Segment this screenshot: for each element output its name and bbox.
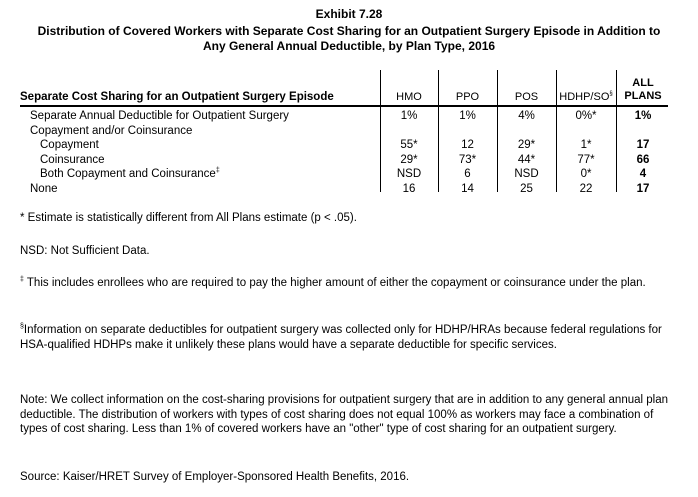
column-header-ppo: PPO [455,91,480,103]
cell-all: 17 [636,139,650,152]
row-label-text: Both Copayment and Coinsurance [40,168,216,181]
row-label-text: Copayment [40,139,99,152]
title-line-1: Distribution of Covered Workers with Separate Cost Sharing for an Outpatient Surgery Episode in Addition to [37,24,661,38]
cell-all: 17 [636,182,650,195]
column-header-all-plans [616,77,670,103]
hdhp-label: HDHP/SO [559,91,610,103]
cell-pos: 29* [517,139,536,152]
note-methodology: Note: We collect information on the cost-sharing provisions for outpatient surgery that are in addition to any general annual plan deductible. The distribution of workers with types of cost sharing does not equal 100% as workers may face a combination of types of cost sharing. Less than 1% of covered workers have an "other" type of cost sharing for an outpatient surgery. [20,394,668,435]
exhibit-title [14,24,684,54]
title-line-2: Any General Annual Deductible, by Plan Type, 2016 [202,39,496,53]
cell-all: 4 [639,168,647,181]
column-header-pos: POS [514,91,539,103]
cell-all: 66 [636,153,650,166]
table-row [20,153,668,168]
section-footnote-mark: § [609,91,613,97]
cell-hmo: 55* [400,139,418,152]
cell-pos: 44* [517,153,536,166]
all-plans-line-1: ALL [632,77,654,89]
cost-sharing-table [20,70,668,197]
cell-hdhp: 77* [577,153,595,166]
row-label-text: Separate Annual Deductible for Outpatient Surgery [30,110,289,122]
row-label [40,138,99,153]
cell-all: 1% [634,110,652,122]
exhibit-number: Exhibit 7.28 [315,7,383,21]
cell-hdhp: 22 [579,182,593,195]
row-label [30,124,192,139]
section-text: Information on separate deductibles for outpatient surgery was collected only for HDHP/HRAs because federal regulations for HSA-qualified HDHPs make it unlikely these plans would have a separate deductible for specific services. [20,324,662,351]
column-header-hdhp [556,91,616,103]
note-section [20,323,670,352]
source-line: Source: Kaiser/HRET Survey of Employer-Sponsored Health Benefits, 2016. [20,471,410,483]
cell-hmo: 1% [400,110,418,122]
note-double-dagger [20,276,670,291]
table-row [20,138,668,153]
cell-pos: 4% [518,110,535,122]
cell-ppo: 73* [458,153,477,166]
row-label-text: Coinsurance [40,153,105,166]
section-mark: § [20,323,24,330]
row-header: Separate Cost Sharing for an Outpatient Surgery Episode [20,91,334,103]
cell-hmo: 29* [400,153,418,166]
cell-hmo: NSD [396,168,422,181]
cell-pos: 25 [520,182,533,195]
row-label-text: Copayment and/or Coinsurance [30,124,193,137]
table-row [20,167,668,182]
table-body [20,107,668,197]
note-nsd: NSD: Not Sufficient Data. [20,245,150,257]
table-header [20,70,668,107]
cell-ppo: 6 [464,168,471,181]
all-plans-line-2: PLANS [624,90,662,102]
cell-pos: NSD [514,168,539,181]
note-estimate: * Estimate is statistically different from All Plans estimate (p < .05). [20,212,357,224]
row-label [40,153,105,168]
row-label-text: None [30,182,58,195]
table-row [20,109,668,124]
cell-hmo: 16 [402,182,416,195]
table-row [20,182,668,197]
row-footnote-mark: ‡ [215,167,220,175]
cell-ppo: 1% [459,110,476,122]
double-dagger-mark: ‡ [20,276,24,283]
row-label [40,167,220,182]
cell-ppo: 12 [461,139,474,152]
table-row [20,124,668,139]
double-dagger-text: This includes enrollees who are required to pay the higher amount of either the copayment or coinsurance under the plan. [23,277,646,289]
cell-hdhp: 0%* [575,110,597,122]
row-label [30,109,289,124]
cell-hdhp: 0* [580,168,592,181]
cell-ppo: 14 [461,182,474,195]
row-label [30,182,58,197]
cell-hdhp: 1* [580,139,592,152]
column-header-hmo: HMO [396,91,422,103]
